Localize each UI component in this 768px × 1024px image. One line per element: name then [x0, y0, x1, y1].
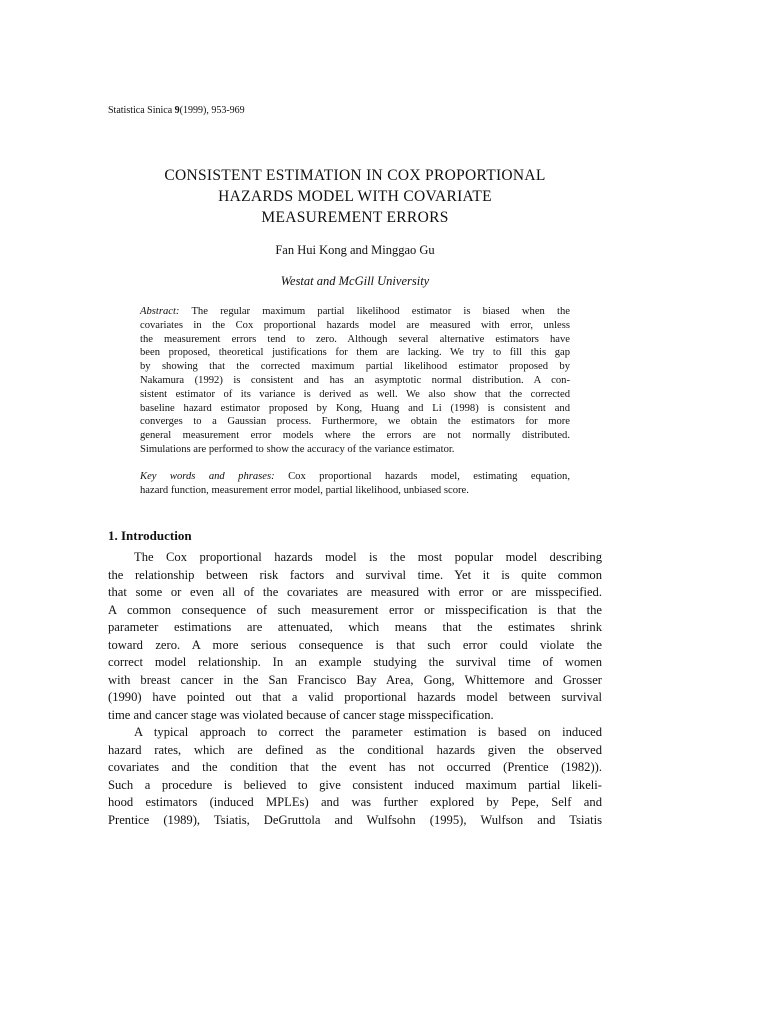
body-line: Such a procedure is believed to give consistent induced maximum partial likeli-: [108, 777, 602, 792]
author-affiliation: Westat and McGill University: [280, 274, 430, 288]
body-line: A common consequence of such measurement error or misspecification is that the: [108, 602, 602, 617]
body-line: hood estimators (induced MPLEs) and was further explored by Pepe, Self and: [108, 795, 602, 809]
abstract-text: The regular maximum partial likelihood estimator is biased when the: [191, 306, 570, 317]
keywords: [140, 470, 570, 498]
body-line: toward zero. A more serious consequence is that such error could violate the: [108, 637, 602, 652]
title-line: CONSISTENT ESTIMATION IN COX PROPORTIONAL: [164, 167, 546, 184]
abstract-line: baseline hazard estimator proposed by Kong, Huang and Li (1998) is consistent and: [140, 402, 570, 414]
abstract-line: the measurement errors tend to zero. Although several alternative estimators have: [140, 333, 570, 345]
body-line: time and cancer stage was violated because of cancer stage misspecification.: [108, 707, 494, 722]
body-line: parameter estimations are attenuated, which means that the estimates shrink: [108, 620, 602, 634]
section-title: Introduction: [121, 528, 192, 543]
journal-year-pages: (1999), 953-969: [179, 105, 245, 116]
body-line: the relationship between risk factors and survival time. Yet it is quite common: [108, 567, 602, 582]
abstract-line: converges to a Gaussian process. Furthermore, we obtain the estimators for more: [140, 416, 570, 428]
body-line: correct model relationship. In an example studying the survival time of women: [108, 655, 602, 669]
journal-citation: [108, 104, 245, 118]
abstract-line: been proposed, theoretical justifications for them are lacking. We try to fill this gap: [140, 347, 570, 359]
introduction-body: [108, 549, 602, 829]
body-line: Prentice (1989), Tsiatis, DeGruttola and Wulfsohn (1995), Wulfson and Tsiatis: [108, 812, 602, 827]
keywords-text: Cox proportional hazards model, estimating equation,: [288, 471, 571, 482]
journal-volume: 9: [174, 105, 180, 116]
body-line: with breast cancer in the San Francisco Bay Area, Gong, Whittemore and Grosser: [108, 672, 602, 687]
author-names: Fan Hui Kong and Minggao Gu: [275, 243, 435, 257]
abstract-label: Abstract:: [140, 306, 180, 317]
abstract-line: sistent estimator of its variance is derived as well. We also show that the corrected: [140, 388, 570, 400]
body-line: that some or even all of the covariates are measured with error or are misspecified.: [108, 585, 602, 599]
abstract-line: by showing that the corrected maximum partial likelihood estimator proposed by: [140, 361, 570, 373]
keywords-line: hazard function, measurement error model, partial likelihood, unbiased score.: [140, 485, 469, 496]
paper-title: [108, 165, 602, 228]
section-heading: [108, 527, 192, 545]
body-line: covariates and the condition that the event has not occurred (Prentice (1982)).: [108, 760, 602, 774]
body-line: A typical approach to correct the parameter estimation is based on induced: [134, 725, 602, 739]
keywords-label: Key words and phrases:: [140, 471, 275, 482]
abstract: [140, 305, 570, 457]
abstract-line: [140, 305, 570, 319]
section-number: 1.: [108, 528, 118, 543]
keywords-line: [140, 470, 570, 484]
abstract-line: covariates in the Cox proportional hazards model are measured with error, unless: [140, 319, 570, 331]
abstract-line: Nakamura (1992) is consistent and has an asymptotic normal distribution. A con-: [140, 374, 570, 386]
journal-name: Statistica Sinica: [108, 105, 173, 116]
abstract-line: Simulations are performed to show the accuracy of the variance estimator.: [140, 443, 455, 455]
body-line: hazard rates, which are defined as the conditional hazards given the observed: [108, 742, 602, 757]
title-line: HAZARDS MODEL WITH COVARIATE: [218, 188, 492, 205]
title-line: MEASUREMENT ERRORS: [261, 209, 449, 226]
abstract-line: general measurement error models where the errors are not normally distributed.: [140, 430, 570, 442]
body-line: (1990) have pointed out that a valid proportional hazards model between survival: [108, 690, 602, 704]
body-line: The Cox proportional hazards model is the most popular model describing: [134, 550, 602, 564]
